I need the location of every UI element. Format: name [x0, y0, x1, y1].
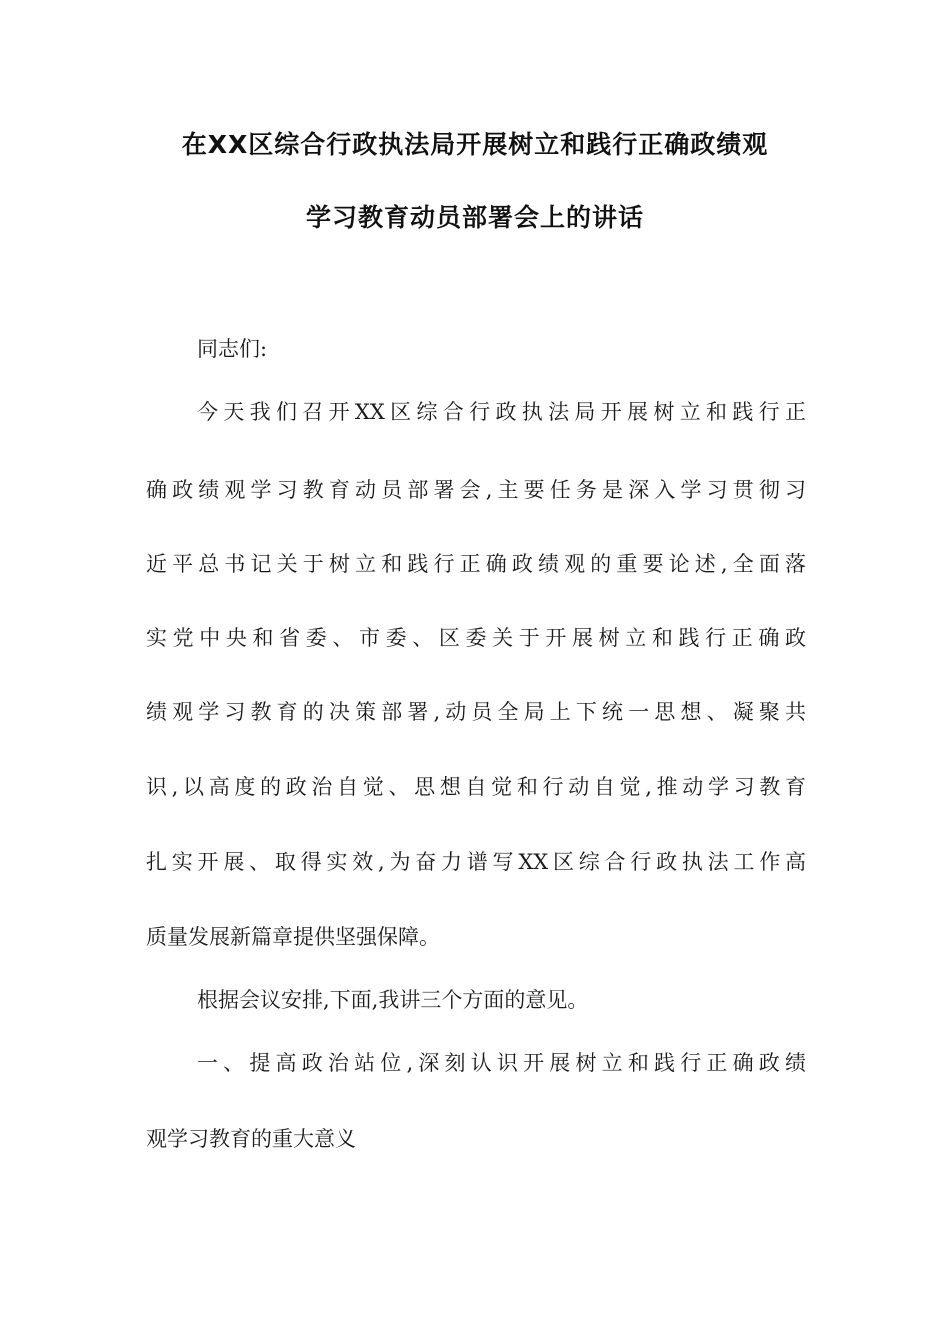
section-heading-line: 观学习教育的重大意义: [146, 1127, 356, 1151]
paragraph-line: 确政绩观学习教育动员部署会,主要任务是深入学习贯彻习: [146, 478, 806, 502]
paragraph-line: 近平总书记关于树立和践行正确政绩观的重要论述,全面落: [146, 552, 806, 576]
paragraph-line: 今天我们召开XX区综合行政执法局开展树立和践行正: [197, 400, 806, 424]
paragraph-line: 扎实开展、取得实效,为奋力谱写XX区综合行政执法工作高: [146, 850, 806, 874]
section-heading-line: 一、提高政治站位,深刻认识开展树立和践行正确政绩: [197, 1051, 806, 1075]
document-title-line-2: 学习教育动员部署会上的讲话: [305, 203, 644, 232]
paragraph-line: 根据会议安排,下面,我讲三个方面的意见。: [197, 988, 589, 1012]
paragraph-line: 识,以高度的政治自觉、思想自觉和行动自觉,推动学习教育: [146, 775, 806, 799]
paragraph-line: 质量发展新篇章提供坚强保障。: [146, 925, 440, 949]
document-title-line-1: 在XX区综合行政执法局开展树立和践行正确政绩观: [181, 130, 769, 159]
paragraph-line: 实党中央和省委、市委、区委关于开展树立和践行正确政: [146, 626, 806, 650]
salutation: 同志们:: [197, 337, 268, 361]
paragraph-line: 绩观学习教育的决策部署,动员全局上下统一思想、凝聚共: [146, 700, 806, 724]
